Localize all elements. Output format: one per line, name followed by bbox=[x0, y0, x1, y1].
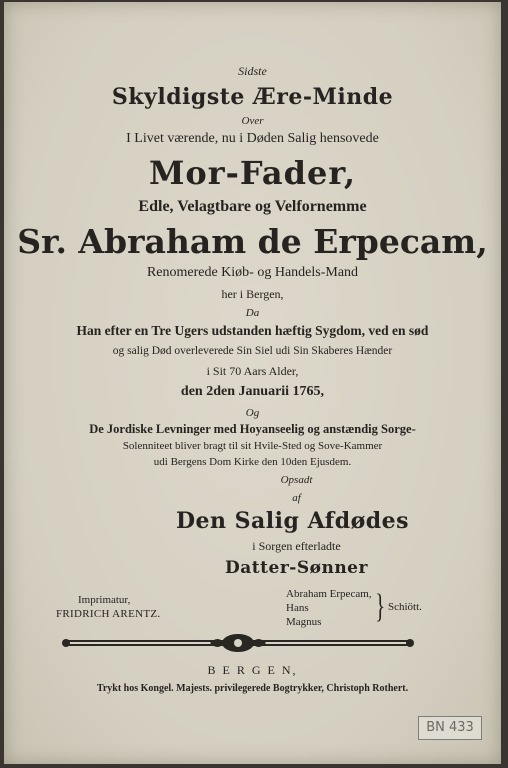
ornamental-rule bbox=[60, 633, 416, 653]
imprint-city: B E R G E N, bbox=[207, 663, 298, 677]
line-livet: I Livet værende, nu i Døden Salig hensovede bbox=[126, 131, 379, 146]
signatory-names bbox=[286, 587, 372, 629]
word-opsadt: Opsadt bbox=[280, 474, 313, 486]
imprimatur-name: FRIDRICH ARENTZ. bbox=[56, 608, 161, 620]
line-datter-sonner: Datter-Sønner bbox=[225, 558, 368, 578]
word-af: af bbox=[292, 492, 301, 504]
signatory-abraham: Abraham Erpecam, bbox=[286, 588, 372, 600]
line-afdodes: Den Salig Afdødes bbox=[175, 508, 410, 534]
line-efterladte: i Sorgen efterladte bbox=[252, 539, 341, 553]
line-alder: i Sit 70 Aars Alder, bbox=[206, 364, 299, 378]
word-over: Over bbox=[241, 115, 264, 127]
signatory-hans: Hans bbox=[286, 602, 309, 614]
line-sygdom: Han efter en Tre Ugers udstanden hæftig Sygdom, ved en sød bbox=[76, 323, 429, 338]
line-date: den 2den Januarii 1765, bbox=[180, 384, 325, 399]
heading-sidste: Sidste bbox=[238, 64, 267, 78]
line-solenniteet: Solenniteet bliver bragt til sit Hvile-Sted og Sove-Kammer bbox=[122, 440, 383, 452]
name-abraham-de-erpecam: Sr. Abraham de Erpecam, bbox=[17, 222, 488, 261]
title-mor-fader: Mor-Fader, bbox=[148, 154, 356, 192]
imprint-printer: Trykt hos Kongel. Majests. privilegerede Bogtrykker, Christoph Rothert. bbox=[96, 683, 409, 694]
line-edle: Edle, Velagtbare og Velfornemme bbox=[138, 198, 367, 215]
document-page bbox=[4, 2, 501, 764]
signatory-magnus: Magnus bbox=[286, 616, 322, 628]
catalogue-stamp: BN 433 bbox=[418, 716, 482, 740]
line-domkirke: udi Bergens Dom Kirke den 10den Ejusdem. bbox=[153, 456, 352, 468]
imprimatur-label: Imprimatur, bbox=[78, 594, 131, 606]
word-da: Da bbox=[245, 307, 260, 319]
title-aere-minde: Skyldigste Ære-Minde bbox=[111, 84, 394, 110]
line-handelsmand: Renomerede Kiøb- og Handels-Mand bbox=[146, 265, 359, 280]
line-bergen: her i Bergen, bbox=[221, 287, 284, 301]
line-levninger: De Jordiske Levninger med Hoyanseelig og anstændig Sorge- bbox=[89, 422, 416, 436]
brace-glyph: } bbox=[375, 588, 386, 625]
line-sielen: og salig Død overleverede Sin Siel udi Sin Skaberes Hænder bbox=[112, 345, 393, 357]
word-og: Og bbox=[245, 407, 260, 419]
signatory-family: Schiött. bbox=[388, 601, 422, 613]
